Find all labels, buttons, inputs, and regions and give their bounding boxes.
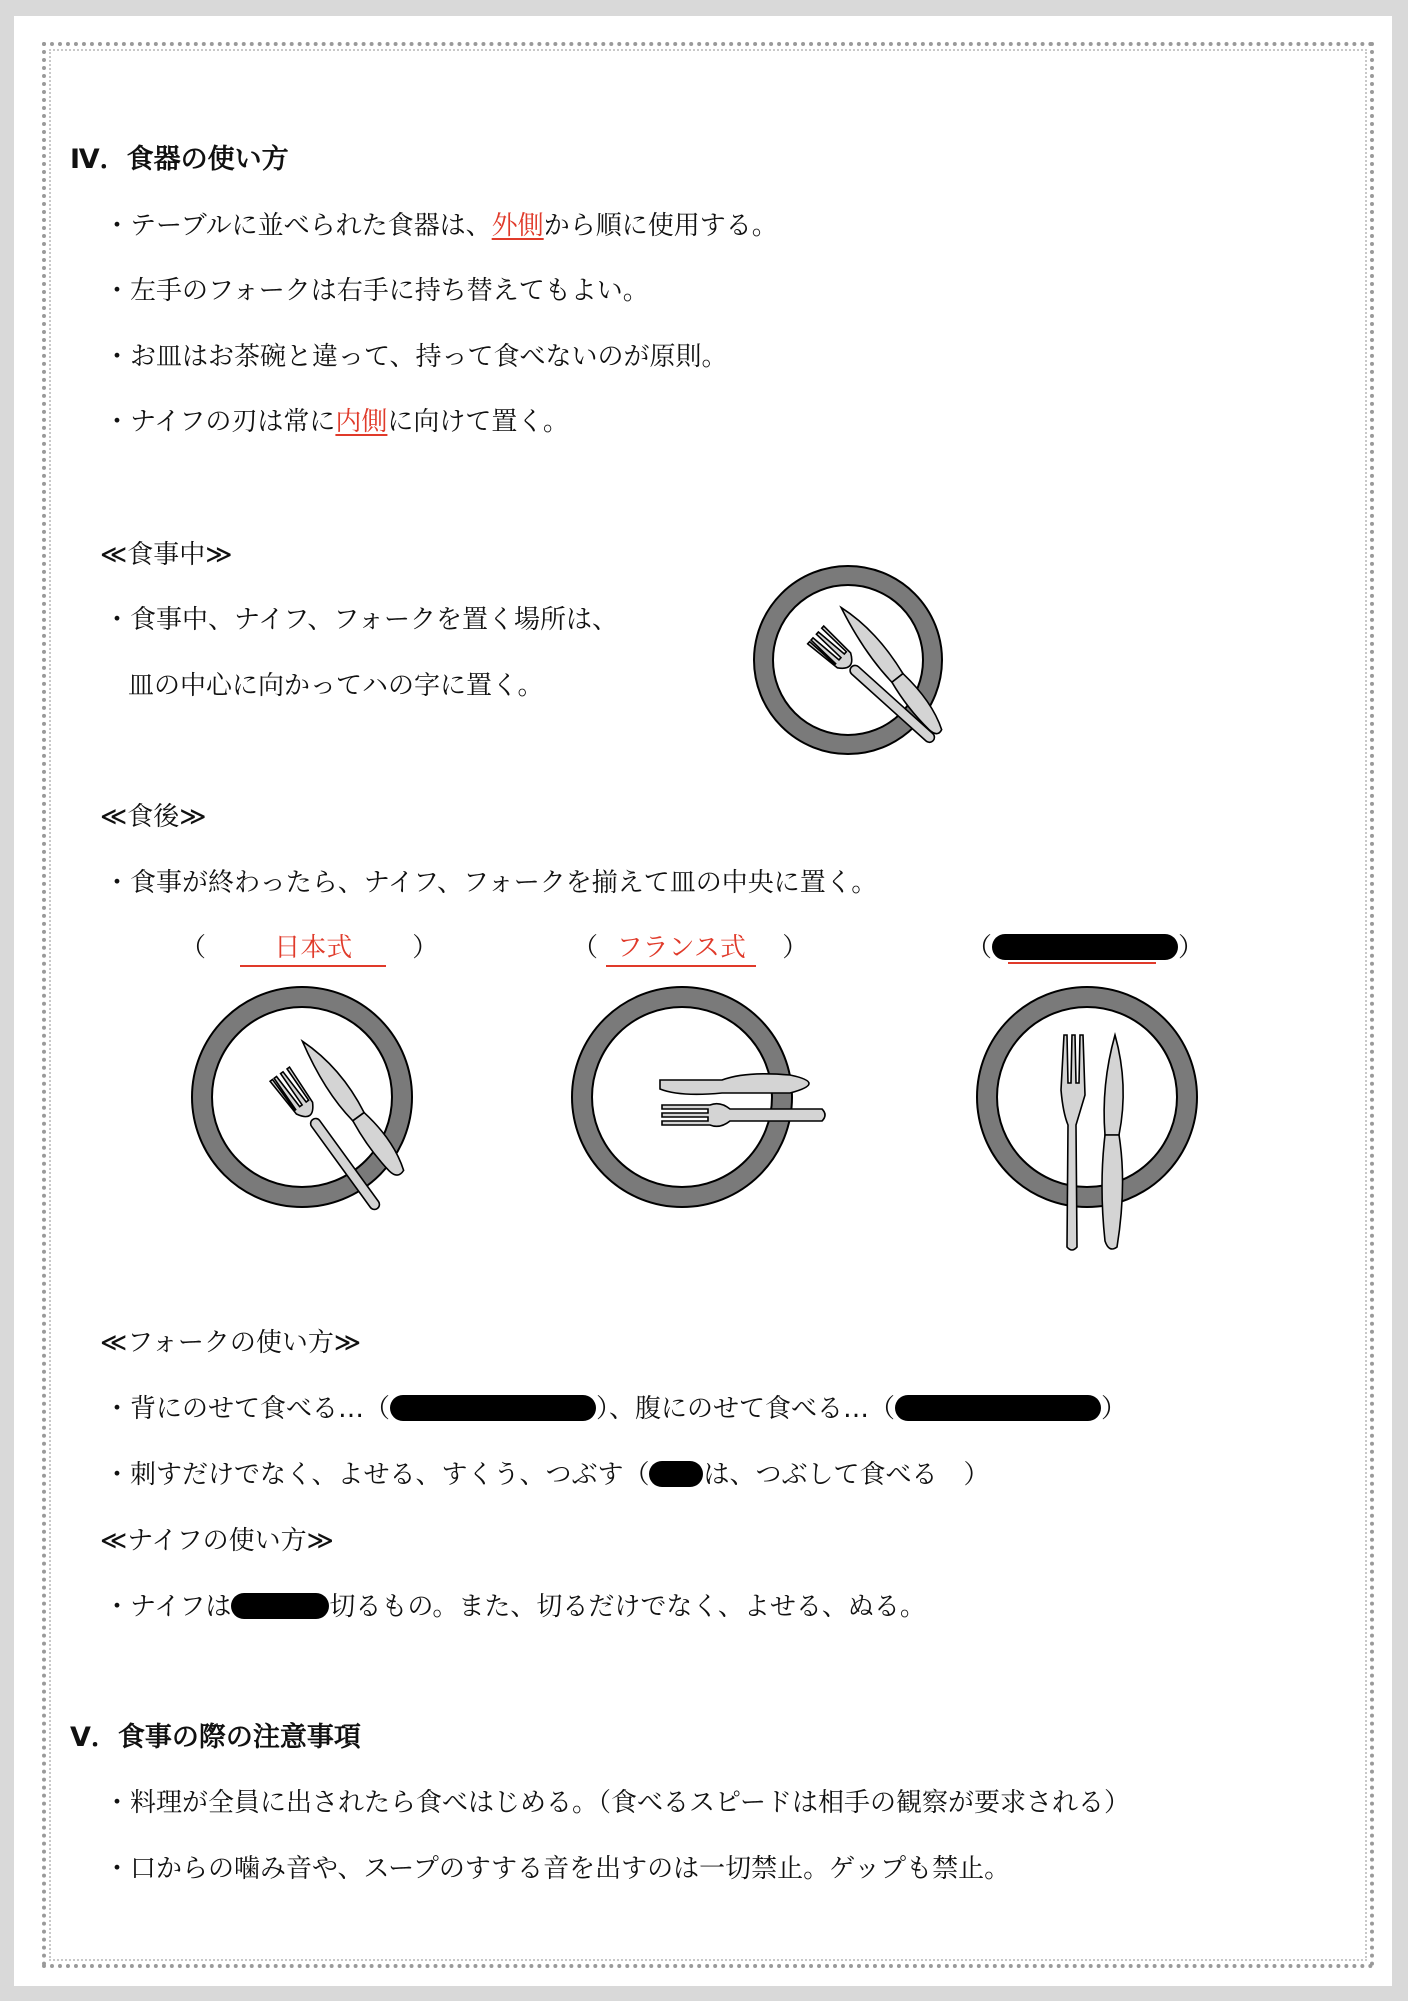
knife-usage-line1: ・ナイフは 切るもの。また、切るだけでなく、よせる、ぬる。 — [104, 1592, 926, 1622]
bullet-fork-switch: ・左手のフォークは右手に持ち替えてもよい。 — [104, 276, 649, 306]
redacted-food-item — [649, 1461, 703, 1487]
answer-outside: 外側 — [491, 211, 544, 241]
bullet-no-noise: ・口からの噛み音や、スープのすする音を出すのは一切禁止。ゲップも禁止。 — [104, 1854, 1011, 1884]
section5-heading: Ⅴ．食事の際の注意事項 — [70, 1722, 361, 1753]
after-meal-line1: ・食事が終わったら、ナイフ、フォークを揃えて皿の中央に置く。 — [104, 868, 878, 898]
answer-underline — [1008, 962, 1156, 964]
caption-redacted-style: （ ） — [966, 933, 1205, 963]
redacted-answer — [992, 934, 1178, 960]
fork-usage-line1: ・背にのせて食べる…（ ）、腹にのせて食べる…（ ） — [104, 1394, 1128, 1424]
bullet-tableware-order: ・テーブルに並べられた食器は、外側から順に使用する。 — [104, 211, 778, 241]
plate-during-meal-illustration — [710, 555, 980, 775]
caption-japanese-style: （ 日本式 ） — [180, 931, 438, 967]
redacted-knife-answer — [231, 1593, 329, 1619]
bullet-plate-rule: ・お皿はお茶碗と違って、持って食べないのが原則。 — [104, 342, 728, 372]
fork-usage-line2: ・刺すだけでなく、よせる、すくう、つぶす（ は、つぶして食べる ） — [104, 1460, 990, 1490]
section4-heading: Ⅳ．食器の使い方 — [70, 144, 289, 175]
answer-japanese-style: 日本式 — [240, 931, 386, 967]
answer-inside: 内側 — [335, 407, 388, 437]
plate-vertical-style-illustration — [975, 985, 1215, 1255]
caption-french-style: （ フランス式 ） — [572, 931, 808, 967]
plate-french-style-illustration — [570, 985, 830, 1225]
after-meal-title: ≪食後≫ — [100, 802, 207, 832]
redacted-belly-style — [895, 1395, 1101, 1421]
bullet-start-eating: ・料理が全員に出されたら食べはじめる。（食べるスピードは相手の観察が要求される） — [104, 1788, 1130, 1818]
redacted-back-style — [390, 1395, 596, 1421]
during-meal-line2: 皿の中心に向かってハの字に置く。 — [128, 671, 544, 701]
knife-usage-title: ≪ナイフの使い方≫ — [100, 1526, 334, 1556]
during-meal-title: ≪食事中≫ — [100, 540, 233, 570]
fork-usage-title: ≪フォークの使い方≫ — [100, 1328, 362, 1358]
answer-french-style: フランス式 — [606, 931, 756, 967]
plate-japanese-style-illustration — [190, 985, 430, 1225]
bullet-knife-blade: ・ナイフの刃は常に内側に向けて置く。 — [104, 407, 569, 437]
during-meal-line1: ・食事中、ナイフ、フォークを置く場所は、 — [104, 605, 619, 635]
